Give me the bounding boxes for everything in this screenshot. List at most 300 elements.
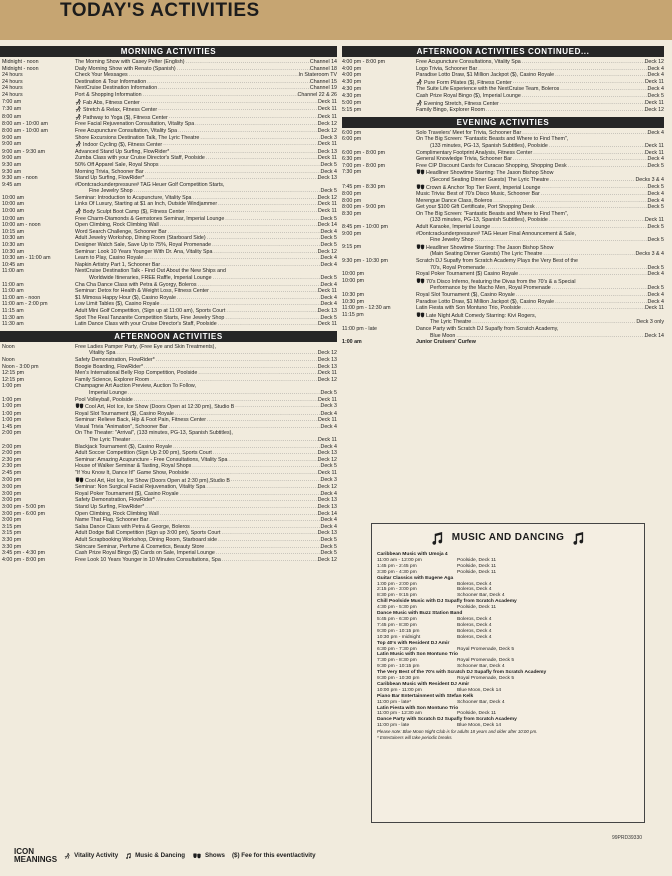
activity-location: Deck 3 [320, 134, 337, 141]
schedule-row [0, 383, 337, 390]
activity-time: 4:00 pm - 8:00 pm [342, 59, 385, 65]
activity-description: Port & Shopping Information [75, 91, 142, 98]
activity-time: 5:00 pm [342, 99, 362, 106]
music-time: 10:00 pm - 11:00 pm [377, 687, 422, 693]
activity-location: Deck 13 [317, 175, 337, 182]
activity-location: Deck 11 [644, 78, 664, 85]
dot-leader [535, 204, 648, 211]
activity-location: Deck 12 [317, 121, 337, 128]
activity-time: 11:00 am - noon [2, 294, 41, 301]
activity-location: Deck 5 [320, 463, 337, 470]
schedule-row-continuation [342, 143, 664, 150]
activity-location: Deck 5 [647, 264, 664, 271]
activity-time: 10:30 am [2, 235, 25, 242]
activity-description: Crown & Anchor Top Tier Event, Imperial Lounge [416, 184, 540, 192]
legend-vitality: Vitality Activity [64, 853, 118, 860]
dot-leader [159, 222, 318, 229]
activity-location: Channel 14 [309, 59, 337, 65]
dot-leader [548, 217, 645, 224]
activity-time: Noon [2, 343, 15, 350]
dot-leader [159, 162, 321, 169]
activity-time: 4:30 pm [342, 92, 362, 99]
activity-description: Advanced Stand Up Surfing, FlowRider* [75, 148, 170, 155]
dot-leader [212, 450, 318, 457]
activity-description: Designer Watch Sale, Save Up to 75%, Royal Promenade [75, 242, 212, 249]
activity-description: Men's International Belly Flop Competition, Poolside [75, 370, 198, 377]
activity-description: Latin Fiesta with Son Montuno Trio, Poolside [416, 305, 521, 312]
music-time: 5:45 pm - 6:30 pm [377, 616, 417, 622]
music-location: Boleros, Deck 4 [457, 587, 492, 593]
music-box-title: MUSIC AND DANCING [451, 532, 565, 543]
schedule-row [0, 450, 337, 457]
activity-description: Cash Prize Royal Bingo ($) Cards on Sale, Imperial Lounge [75, 550, 215, 557]
schedule-row [0, 235, 337, 242]
activity-description: Late Night Adult Comedy Starring: Kivi Rogers, [416, 312, 536, 320]
activity-location: Deck 4 [320, 523, 337, 530]
activity-time: 11:15 pm [342, 311, 364, 318]
dot-leader [155, 497, 318, 504]
activity-location: Deck 4 [320, 490, 337, 497]
activity-location: Deck 11 [317, 141, 337, 148]
activity-location: Deck 5 [320, 188, 337, 195]
activity-description: (Second Seating Dinner Guests) The Lyric Theatre [430, 176, 549, 183]
activity-location: Deck 11 [317, 106, 337, 113]
activity-description: Seminar: Detox for Health & Weight Loss, Fitness Center [75, 288, 209, 295]
activity-location: Deck 12 [644, 59, 664, 65]
activity-description: 70's, Royal Promenade [430, 264, 485, 271]
schedule-row [342, 299, 664, 306]
activity-location: Deck 4 [320, 228, 337, 235]
schedule-row [0, 403, 337, 411]
schedule-row [0, 550, 337, 557]
activity-time: 11:00 am [2, 288, 24, 295]
activity-location: Deck 11 [317, 417, 337, 424]
activity-description: Zumba Class with your Cruise Director's Staff, Poolside [75, 155, 205, 162]
dot-leader [211, 242, 320, 249]
music-time: 11:00 pm - 12:30 am [377, 711, 422, 717]
music-time: 1:45 pm - 2:45 pm [377, 563, 417, 569]
activity-description: Seminar: Look 10 Years Younger With Dr. Ana, Vitality Spa [75, 248, 213, 255]
schedule-row [0, 470, 337, 477]
activity-location: Deck 11 [317, 321, 337, 328]
dot-leader [159, 301, 320, 308]
dot-leader [225, 308, 317, 315]
activity-description: Scratch DJ Supafly from Scratch Academy Plays the Very Best of the [416, 258, 578, 265]
activity-time: 7:45 pm - 8:30 pm [342, 183, 385, 190]
activity-description: Safety Demonstration, FlowRider* [75, 356, 155, 363]
activity-location: Deck 4 [647, 191, 664, 198]
schedule-row [342, 136, 664, 143]
activity-description: Cool Art, Hot Ice, Ice Show (Doors Open at 12:30 pm), Studio B [75, 403, 234, 411]
music-and-dancing-box [371, 523, 645, 823]
music-time: 11:00 pm - late* [377, 699, 412, 705]
music-note-icon [572, 532, 585, 545]
music-location: Boleros, Deck 4 [457, 581, 492, 587]
activity-description: Destination & Tour Information [75, 78, 147, 85]
schedule-row [0, 537, 337, 544]
music-time: 1:00 pm - 2:00 pm [377, 581, 417, 587]
activity-description: Fine Jewelry Shop [89, 188, 133, 195]
activity-description: Merengue Dance Class, Boleros [416, 197, 493, 204]
activity-description: Cash Prize Royal Bingo ($), Imperial Lounge [416, 92, 521, 99]
schedule-row [0, 85, 337, 92]
activity-location: Channel 18 [309, 65, 337, 72]
dot-leader [540, 191, 648, 198]
schedule-row [342, 184, 664, 192]
activity-location: Deck 12 [317, 350, 337, 357]
activity-description: Paradise Lotto Draw, $1 Million Jackpot ($), Casino Royale [416, 72, 555, 79]
schedule-row [0, 511, 337, 518]
schedule-row [342, 100, 664, 108]
activity-time: 3:00 pm - 5:00 pm [2, 504, 45, 510]
activity-location: Deck 4 [647, 72, 664, 79]
activity-time: 1:00 pm [2, 383, 22, 390]
activity-description: #Dontcrackunderpressure# TAG Heuer Golf Competition Starts, [75, 181, 225, 188]
activity-description: Stretch & Relax, Fitness Center [75, 106, 157, 114]
music-location: Royal Promenade, Deck 5 [457, 676, 515, 682]
music-location: Poolside, Deck 11 [457, 563, 497, 569]
activity-location: Deck 4 [320, 517, 337, 524]
vitality-figure-icon [416, 79, 423, 85]
schedule-row [342, 66, 664, 73]
dot-leader [146, 79, 310, 86]
activity-location: Deck 4 [320, 410, 337, 417]
schedule-row [0, 484, 337, 491]
activity-location: Deck 4 [647, 65, 664, 72]
activity-description: Adult Scrapbooking Workshop, Dining Room, Starboard side [75, 536, 218, 543]
schedule-row-continuation [342, 237, 664, 244]
activity-location: Deck 4 [320, 168, 337, 175]
activity-time: Noon - 3:00 pm [2, 363, 39, 370]
schedule-row [342, 59, 664, 66]
afternoon-section-heading: AFTERNOON ACTIVITIES [0, 331, 337, 342]
activity-location: Channel 22 & 26 [297, 91, 337, 98]
schedule-row [342, 107, 664, 114]
schedule-row [0, 268, 337, 275]
activity-time: 24 hours [2, 72, 23, 79]
dot-leader [205, 484, 317, 491]
music-time: 3:30 pm - 4:30 pm [377, 569, 417, 575]
music-location: Poolside, Deck 11 [457, 569, 497, 575]
music-location: Poolside, Deck 11 [457, 605, 497, 611]
music-location: Blue Moon, Deck 14 [457, 723, 502, 729]
activity-location: Deck 11 [644, 99, 664, 106]
activity-time: 10:00 am [2, 194, 25, 201]
activity-time: 9:15 pm [342, 243, 362, 250]
activity-location: Deck 4 [320, 423, 337, 430]
activity-description: Check Your Messages [75, 72, 128, 79]
activity-location: Deck 11 [317, 155, 337, 162]
activity-location: Deck 11 [644, 142, 664, 149]
activity-location: Channel 19 [309, 85, 337, 92]
activity-time: 10:30 pm [342, 298, 365, 305]
activity-location: Deck 3 [320, 476, 337, 483]
activity-time: 2:00 pm [2, 430, 22, 437]
activity-time: 7:30 am [2, 106, 22, 113]
schedule-row [0, 155, 337, 162]
dot-leader [169, 149, 317, 156]
dot-leader [130, 437, 318, 444]
activity-description: Fine Jewelry Shop [430, 237, 474, 244]
schedule-row [0, 242, 337, 249]
dot-leader [485, 265, 648, 272]
dot-leader [220, 530, 317, 537]
activity-time: 12:15 pm [2, 376, 25, 383]
dot-leader [548, 143, 645, 150]
activity-description: Latin Dance Class with your Cruise Director's Staff, Poolside [75, 321, 217, 328]
schedule-row [0, 417, 337, 424]
activity-description: Adult Mini Golf Competition, (Sign up at 11:00 am), Sports Court [75, 307, 226, 314]
dot-leader [148, 517, 320, 524]
schedule-row [0, 208, 337, 216]
schedule-row [342, 204, 664, 211]
schedule-row [0, 377, 337, 384]
activity-description: NextCruise Destination Talk - Find Out About the New Ships and [75, 268, 226, 275]
dot-leader [521, 130, 647, 137]
dot-leader [157, 85, 310, 92]
music-time: 9:30 pm - 10:30 pm [377, 676, 420, 682]
activity-time: 3:30 pm [2, 536, 22, 543]
vitality-figure-icon [75, 106, 82, 112]
schedule-row-continuation [342, 251, 664, 258]
music-location: Boleros, Deck 4 [457, 622, 492, 628]
activity-time: Midnight - noon [2, 65, 39, 72]
activity-location: Deck 4 [647, 129, 664, 136]
dot-leader [455, 333, 644, 340]
schedule-row-continuation [0, 188, 337, 195]
theatre-masks-icon [416, 312, 425, 318]
activity-time: 8:00 am - 10:00 am [2, 121, 48, 128]
activity-description: Free CIP Discount Cards for Curacao Shopping, Shopping Desk [416, 162, 567, 169]
schedule-row [342, 86, 664, 93]
schedule-row [0, 424, 337, 431]
music-note-text: * Entertainers will take periodic breaks. [377, 734, 453, 740]
dot-leader [521, 305, 645, 312]
activity-location: Deck 4 [320, 301, 337, 308]
legend-music: Music & Dancing [125, 853, 185, 860]
activity-description: Visual Trivia "Animation", Schooner Bar [75, 423, 168, 430]
activity-description: (133 minutes, PG-13, Spanish Subtitles), Poolside [430, 142, 548, 149]
activity-time: 9:30 am [2, 168, 22, 175]
dot-leader [521, 93, 648, 100]
activity-description: Spot The Real Tanzanite Competition Starts, Fine Jewelry Shop [75, 314, 225, 321]
activity-time: 7:30 pm [342, 169, 362, 176]
schedule-row [0, 308, 337, 315]
activity-description: Pathway to Yoga ($), Fitness Center [75, 114, 168, 122]
activity-description: Free Facial Rejuvenation Consultation, Vitality Spa [75, 121, 195, 128]
activity-time: 3:15 pm [2, 523, 22, 530]
music-location: Royal Promenade, Deck 5 [457, 646, 515, 652]
activity-location: Deck 13 [317, 148, 337, 155]
vitality-figure-icon [75, 141, 82, 147]
activity-time: 11:00 pm - late [342, 325, 377, 332]
legend-shows: Shows [192, 853, 225, 860]
activity-time: 3:30 pm [2, 543, 22, 550]
activity-description: Headliner Showtime Starring: The Jason Bishop Show [416, 169, 553, 177]
activity-time: 11:00 pm - 12:30 am [342, 305, 391, 312]
afternoon-continued-list [342, 59, 664, 114]
activity-location: Decks 3 & 4 [635, 176, 664, 183]
activity-location: Deck 4 [647, 86, 664, 93]
music-act-title: Top 40's with Resident DJ Amir [377, 640, 450, 646]
music-act-title: Dance Party with Scratch DJ Supafly from Scratch Academy [377, 717, 517, 723]
activity-time: 1:00 pm [2, 403, 22, 410]
dot-leader [197, 282, 321, 289]
schedule-row [342, 79, 664, 87]
dot-leader [127, 390, 321, 397]
schedule-row [0, 59, 337, 66]
activity-description: (Main Seating Dinner Guests) The Lyric Theatre [430, 251, 543, 258]
activity-time: 4:00 pm [342, 65, 362, 72]
dot-leader [215, 550, 321, 557]
dot-leader [540, 184, 647, 192]
activity-location: Deck 5 [320, 235, 337, 242]
schedule-row [342, 130, 664, 137]
activity-description: 50% Off Apparel Sale, Royal Shops [75, 161, 159, 168]
activity-location: Deck 14 [317, 510, 337, 517]
activity-time: 3:00 pm - 6:00 pm [2, 510, 45, 517]
dot-leader [221, 557, 318, 564]
music-time: 7:45 pm - 8:30 pm [377, 622, 417, 628]
activity-description: Champagne Art Auction Preview, Auction To Follow, [75, 383, 196, 390]
dot-leader [549, 177, 636, 184]
activity-description: (133 minutes, PG-13, Spanish Subtitles), Poolside [430, 217, 548, 224]
dot-leader [168, 424, 321, 431]
activity-time: 9:30 am - noon [2, 175, 38, 182]
dot-leader [185, 208, 318, 216]
schedule-row [342, 224, 664, 231]
activity-description: Body Sculpt Boot Camp ($), Fitness Center [75, 208, 185, 216]
activity-location: Deck 5 [320, 543, 337, 550]
activity-description: 70's Disco Inferno, featuring the Divas from the 70's & a Special [416, 278, 576, 286]
activity-description: The Morning Show with Casey Pelter (English) [75, 59, 185, 65]
schedule-row [0, 463, 337, 470]
activity-description: Adult Soccer Competition (Sign Up 2:00 pm), Sports Court [75, 450, 212, 457]
activity-location: Deck 5 [647, 183, 664, 190]
activity-description: The Lyric Theater [89, 437, 131, 444]
dot-leader [206, 235, 321, 242]
activity-time: 10:00 am [2, 215, 25, 222]
music-location: Boleros, Deck 4 [457, 628, 492, 634]
activity-description: Stand Up Surfing, FlowRider* [75, 175, 145, 182]
dot-leader [204, 544, 320, 551]
dot-leader [542, 251, 635, 258]
activity-location: Deck 11 [317, 288, 337, 295]
activity-description: Low Limit Tables ($), Casino Royale [75, 301, 160, 308]
schedule-row [0, 92, 337, 99]
dot-leader [224, 315, 320, 322]
activity-description: Seminar: Introduction to Acupuncture, Vitality Spa [75, 194, 192, 201]
dot-leader [217, 537, 320, 544]
dot-leader [492, 198, 647, 205]
activity-time: 1:00 pm [2, 396, 22, 403]
dot-leader [234, 403, 320, 411]
activity-time: 11:00 am [2, 268, 24, 275]
activity-time: 24 hours [2, 85, 23, 92]
activity-time: 12:15 pm [2, 370, 25, 377]
music-location: Boleros, Deck 4 [457, 616, 492, 622]
activity-description: The Lyric Theatre [430, 319, 472, 326]
activity-description: Free Acupuncture Consultation, Vitality Spa [75, 127, 178, 134]
activity-location: Deck 12 [317, 556, 337, 563]
music-act-title: Chill Poolside Music with DJ Supafly from Scratch Academy [377, 599, 517, 605]
schedule-row [0, 262, 337, 269]
dot-leader [174, 411, 321, 418]
morning-list [0, 59, 337, 328]
schedule-row [0, 114, 337, 122]
activity-time: 1:00 pm [2, 410, 22, 417]
activity-description: "If You Know It, Dance It!" Game Show, Poolside [75, 470, 189, 477]
music-schedule [377, 552, 639, 740]
page-title: TODAY'S ACTIVITIES [60, 0, 260, 21]
activity-time: 10:15 am [2, 228, 25, 235]
dot-leader [490, 224, 647, 231]
schedule-row [342, 163, 664, 170]
activity-description: House of Walker Seminar & Tasting, Royal Shops [75, 463, 192, 470]
activity-location: Deck 12 [317, 484, 337, 491]
activity-description: Seminar: Relieve Back, Hip & Foot Pain, Fitness Center [75, 417, 207, 424]
schedule-row [342, 231, 664, 238]
schedule-row [0, 530, 337, 537]
activity-time: 9:00 am [2, 134, 22, 141]
schedule-row [0, 182, 337, 189]
activity-time: 3:00 pm [2, 497, 22, 504]
activity-location: Deck 11 [317, 98, 337, 105]
dot-leader [209, 288, 318, 295]
music-time: 9:30 pm - 10:15 pm [377, 664, 420, 670]
activity-location: Deck 5 [647, 92, 664, 99]
dot-leader [532, 150, 645, 157]
dot-leader [521, 59, 645, 66]
activity-location: Deck 5 [320, 275, 337, 281]
activity-location: Deck 4 [647, 197, 664, 204]
activity-time: 2:00 pm [2, 450, 22, 457]
vitality-figure-icon [75, 99, 82, 105]
activity-description: Daily Morning Show with Renato (Spanish) [75, 65, 176, 72]
schedule-row [342, 93, 664, 100]
activity-location: Deck 11 [644, 149, 664, 156]
activity-description: Seminar: Non Surgical Facial Rejuvenation, Vitality Spa [75, 484, 206, 491]
activity-time: 8:30 pm [342, 210, 362, 217]
activity-time: 1:45 pm [2, 423, 22, 430]
dot-leader [477, 66, 647, 73]
activity-location: Deck 4 [320, 443, 337, 450]
schedule-row [342, 258, 664, 265]
activity-location: Deck 5 [320, 314, 337, 321]
dot-leader [185, 59, 310, 66]
activity-description: Indoor Cycling ($), Fitness Center [75, 141, 162, 149]
activity-location: Deck 12 [317, 456, 337, 463]
activity-description: Learn to Play, Casino Royale [75, 255, 144, 262]
dot-leader [133, 397, 318, 404]
activity-location: Deck 3 [320, 403, 337, 410]
music-location: Poolside, Deck 11 [457, 557, 497, 563]
activity-location: Deck 5 [320, 550, 337, 557]
dot-leader [191, 463, 320, 470]
activity-description: Royal Slot Tournament ($), Casino Royale [75, 410, 174, 417]
activity-location: Deck 5 [647, 285, 664, 292]
page-header-band [0, 0, 672, 40]
activity-location: Deck 14 [317, 222, 337, 229]
schedule-row-continuation [342, 217, 664, 224]
dot-leader [199, 135, 320, 142]
music-act-title: Guitar Classics with Eugene Aga [377, 575, 454, 581]
schedule-row-continuation [342, 319, 664, 326]
schedule-row [0, 135, 337, 142]
activity-description: Napkin Artistry Part 1, Schooner Bar [75, 261, 161, 268]
dot-leader [142, 92, 298, 99]
vitality-figure-icon [75, 208, 82, 214]
